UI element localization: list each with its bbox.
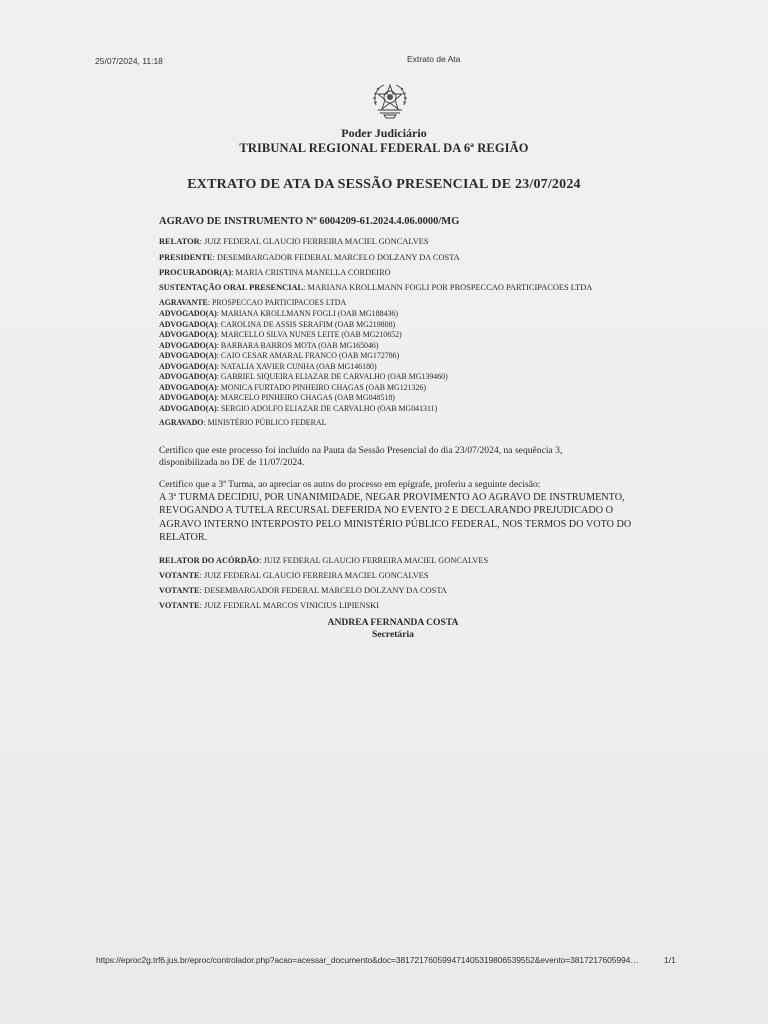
agravado-line: AGRAVADO: MINISTÉRIO PÚBLICO FEDERAL (159, 418, 327, 427)
print-title: Extrato de Ata (407, 54, 461, 64)
document-title: EXTRATO DE ATA DA SESSÃO PRESENCIAL DE 23/07/2024 (187, 177, 581, 192)
org-power: Poder Judiciário (341, 126, 427, 140)
org-court: TRIBUNAL REGIONAL FEDERAL DA 6ª REGIÃO (239, 141, 529, 155)
advogado-line: ADVOGADO(A): BARBARA BARROS MOTA (OAB MG165046) (159, 340, 379, 350)
procurador-line: PROCURADOR(A): MARIA CRISTINA MANELLA CORDEIRO (159, 268, 391, 277)
advogado-line: ADVOGADO(A): MONICA FURTADO PINHEIRO CHAGAS (OAB MG121326) (159, 382, 427, 392)
advogado-line: ADVOGADO(A): MARCELLO SILVA NUNES LEITE (OAB MG210652) (159, 330, 402, 339)
certificate-inclusion: Certifico que este processo foi incluído na Pauta da Sessão Presencial do dia 23/07/2024, na sequência 3, disponibilizada no DE de 11/07/2024. (159, 445, 563, 468)
advogado-line: ADVOGADO(A): MARIANA KROLLMANN FOGLI (OAB MG188436) (159, 309, 398, 318)
secretary-name: ANDREA FERNANDA COSTA (327, 617, 459, 628)
document-url: https://eproc2g.trf6.jus.br/eproc/controlador.php?acao=acessar_documento&doc=381721760599471405319806539552&evento=3817217605994… (96, 955, 639, 965)
advogado-line: ADVOGADO(A): CAROLINA DE ASSIS SERAFIM (OAB MG219808) (159, 319, 396, 329)
page-number: 1/1 (664, 955, 676, 965)
votante-line: VOTANTE: JUIZ FEDERAL GLAUCIO FERREIRA MACIEL GONCALVES (159, 571, 429, 580)
votante-line: VOTANTE: JUIZ FEDERAL MARCOS VINICIUS LIPIENSKI (159, 601, 380, 610)
advogado-line: ADVOGADO(A): GABRIEL SIQUEIRA ELIAZAR DE CARVALHO (OAB MG139460) (159, 372, 448, 381)
certificate-decision-intro: Certifico que a 3ª Turma, ao apreciar os autos do processo em epígrafe, proferiu a seguinte decisão: (159, 479, 541, 490)
print-datetime: 25/07/2024, 11:18 (95, 56, 163, 66)
process-number: AGRAVO DE INSTRUMENTO Nº 6004209-61.2024.4.06.0000/MG (159, 216, 460, 227)
advogado-line: ADVOGADO(A): MARCELO PINHEIRO CHAGAS (OAB MG048518) (159, 393, 395, 402)
coat-of-arms-icon (370, 79, 410, 121)
relator-acordao-line: RELATOR DO ACÓRDÃO: JUIZ FEDERAL GLAUCIO FERREIRA MACIEL GONCALVES (159, 556, 489, 565)
agravante-line: AGRAVANTE: PROSPECCAO PARTICIPACOES LTDA (159, 298, 347, 307)
advogado-line: ADVOGADO(A): SERGIO ADOLFO ELIAZAR DE CARVALHO (OAB MG041311) (159, 403, 438, 413)
presidente-line: PRESIDENTE: DESEMBARGADOR FEDERAL MARCELO DOLZANY DA COSTA (159, 253, 460, 262)
secretary-role: Secretária (372, 629, 414, 640)
sustentacao-line: SUSTENTAÇÃO ORAL PRESENCIAL: MARIANA KROLLMANN FOGLI POR PROSPECCAO PARTICIPACOES LTDA (159, 283, 593, 292)
decision-text: A 3ª TURMA DECIDIU, POR UNANIMIDADE, NEGAR PROVIMENTO AO AGRAVO DE INSTRUMENTO, REVOGANDO A TUTELA RECURSAL DEFERIDA NO EVENTO 2 E DECLARANDO PREJUDICADO O AGRAVO INTERNO INTERPOSTO PELO MINISTÉRIO PÚBLICO FEDERAL, NOS TERMOS DO VOTO DO RELATOR. (159, 492, 632, 544)
votante-line: VOTANTE: DESEMBARGADOR FEDERAL MARCELO DOLZANY DA COSTA (159, 586, 447, 595)
relator-line: RELATOR: JUIZ FEDERAL GLAUCIO FERREIRA MACIEL GONCALVES (159, 237, 429, 246)
advogado-line: ADVOGADO(A): CAIO CESAR AMARAL FRANCO (OAB MG172786) (159, 351, 400, 360)
advogado-line: ADVOGADO(A): NATALIA XAVIER CUNHA (OAB MG146180) (159, 361, 377, 371)
